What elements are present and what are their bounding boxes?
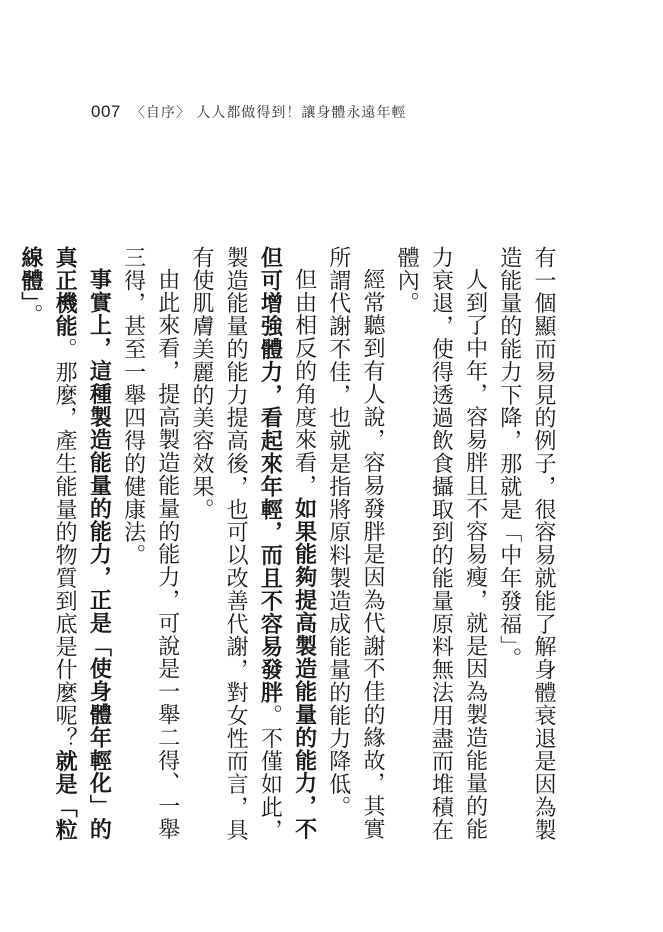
vertical-text-body (17, 246, 560, 861)
running-title: 〈自序〉 人人都做得到！讓身體永遠年輕 (130, 105, 407, 121)
paragraph-text: 經常聽到有人說，容易發胖是因為代謝不佳的緣故，其實所謂代謝不佳，也就是指將原料製造成能量的能力降低。 (325, 246, 385, 841)
paragraph-text: 有一個顯而易見的例子，很容易就能了解身體衰退是因為製造能量的能力下降，那就是「中年發福」。 (496, 246, 556, 842)
emphasized-text: 事實上，這種製造能量的能力，正是「使身體年輕化」的真正機能 (52, 246, 112, 841)
paragraph-5 (115, 246, 183, 861)
emphasized-text: 如果能夠提高製造能量的能力，不但可增強體力，看起來年輕，而且不容易發胖 (257, 246, 317, 841)
paragraph-text: 但由相反的角度來看， (291, 268, 317, 497)
paragraph-text: 。 (17, 303, 43, 327)
paragraph-text: 。不僅如此，製造能量的能力提高後，也可以改善代謝，對女性而言，具有使肌膚美麗的美容效果。 (188, 246, 283, 842)
paragraph-text: 。那麼，產生能量的物質到底是什麼呢？ (52, 337, 78, 750)
emphasized-text: 就是「粒線體」 (17, 246, 78, 842)
paragraph-2 (389, 246, 492, 861)
paragraph-text: 人到了中年，容易胖且不容易瘦，就是因為製造能量的能力衰退，使得透過飲食攝取到的能量原料無法用盡而堆積在體內。 (394, 246, 488, 842)
paragraph-1 (492, 246, 560, 861)
paragraph-3 (321, 246, 389, 861)
page-header (91, 102, 406, 126)
paragraph-text: 由此來看，提高製造能量的能力，可說是一舉二得、一舉三得，甚至一舉四得的健康法。 (120, 246, 180, 841)
paragraph-4 (184, 246, 321, 861)
paragraph-6 (13, 246, 116, 861)
page-number: 007 (91, 102, 121, 121)
